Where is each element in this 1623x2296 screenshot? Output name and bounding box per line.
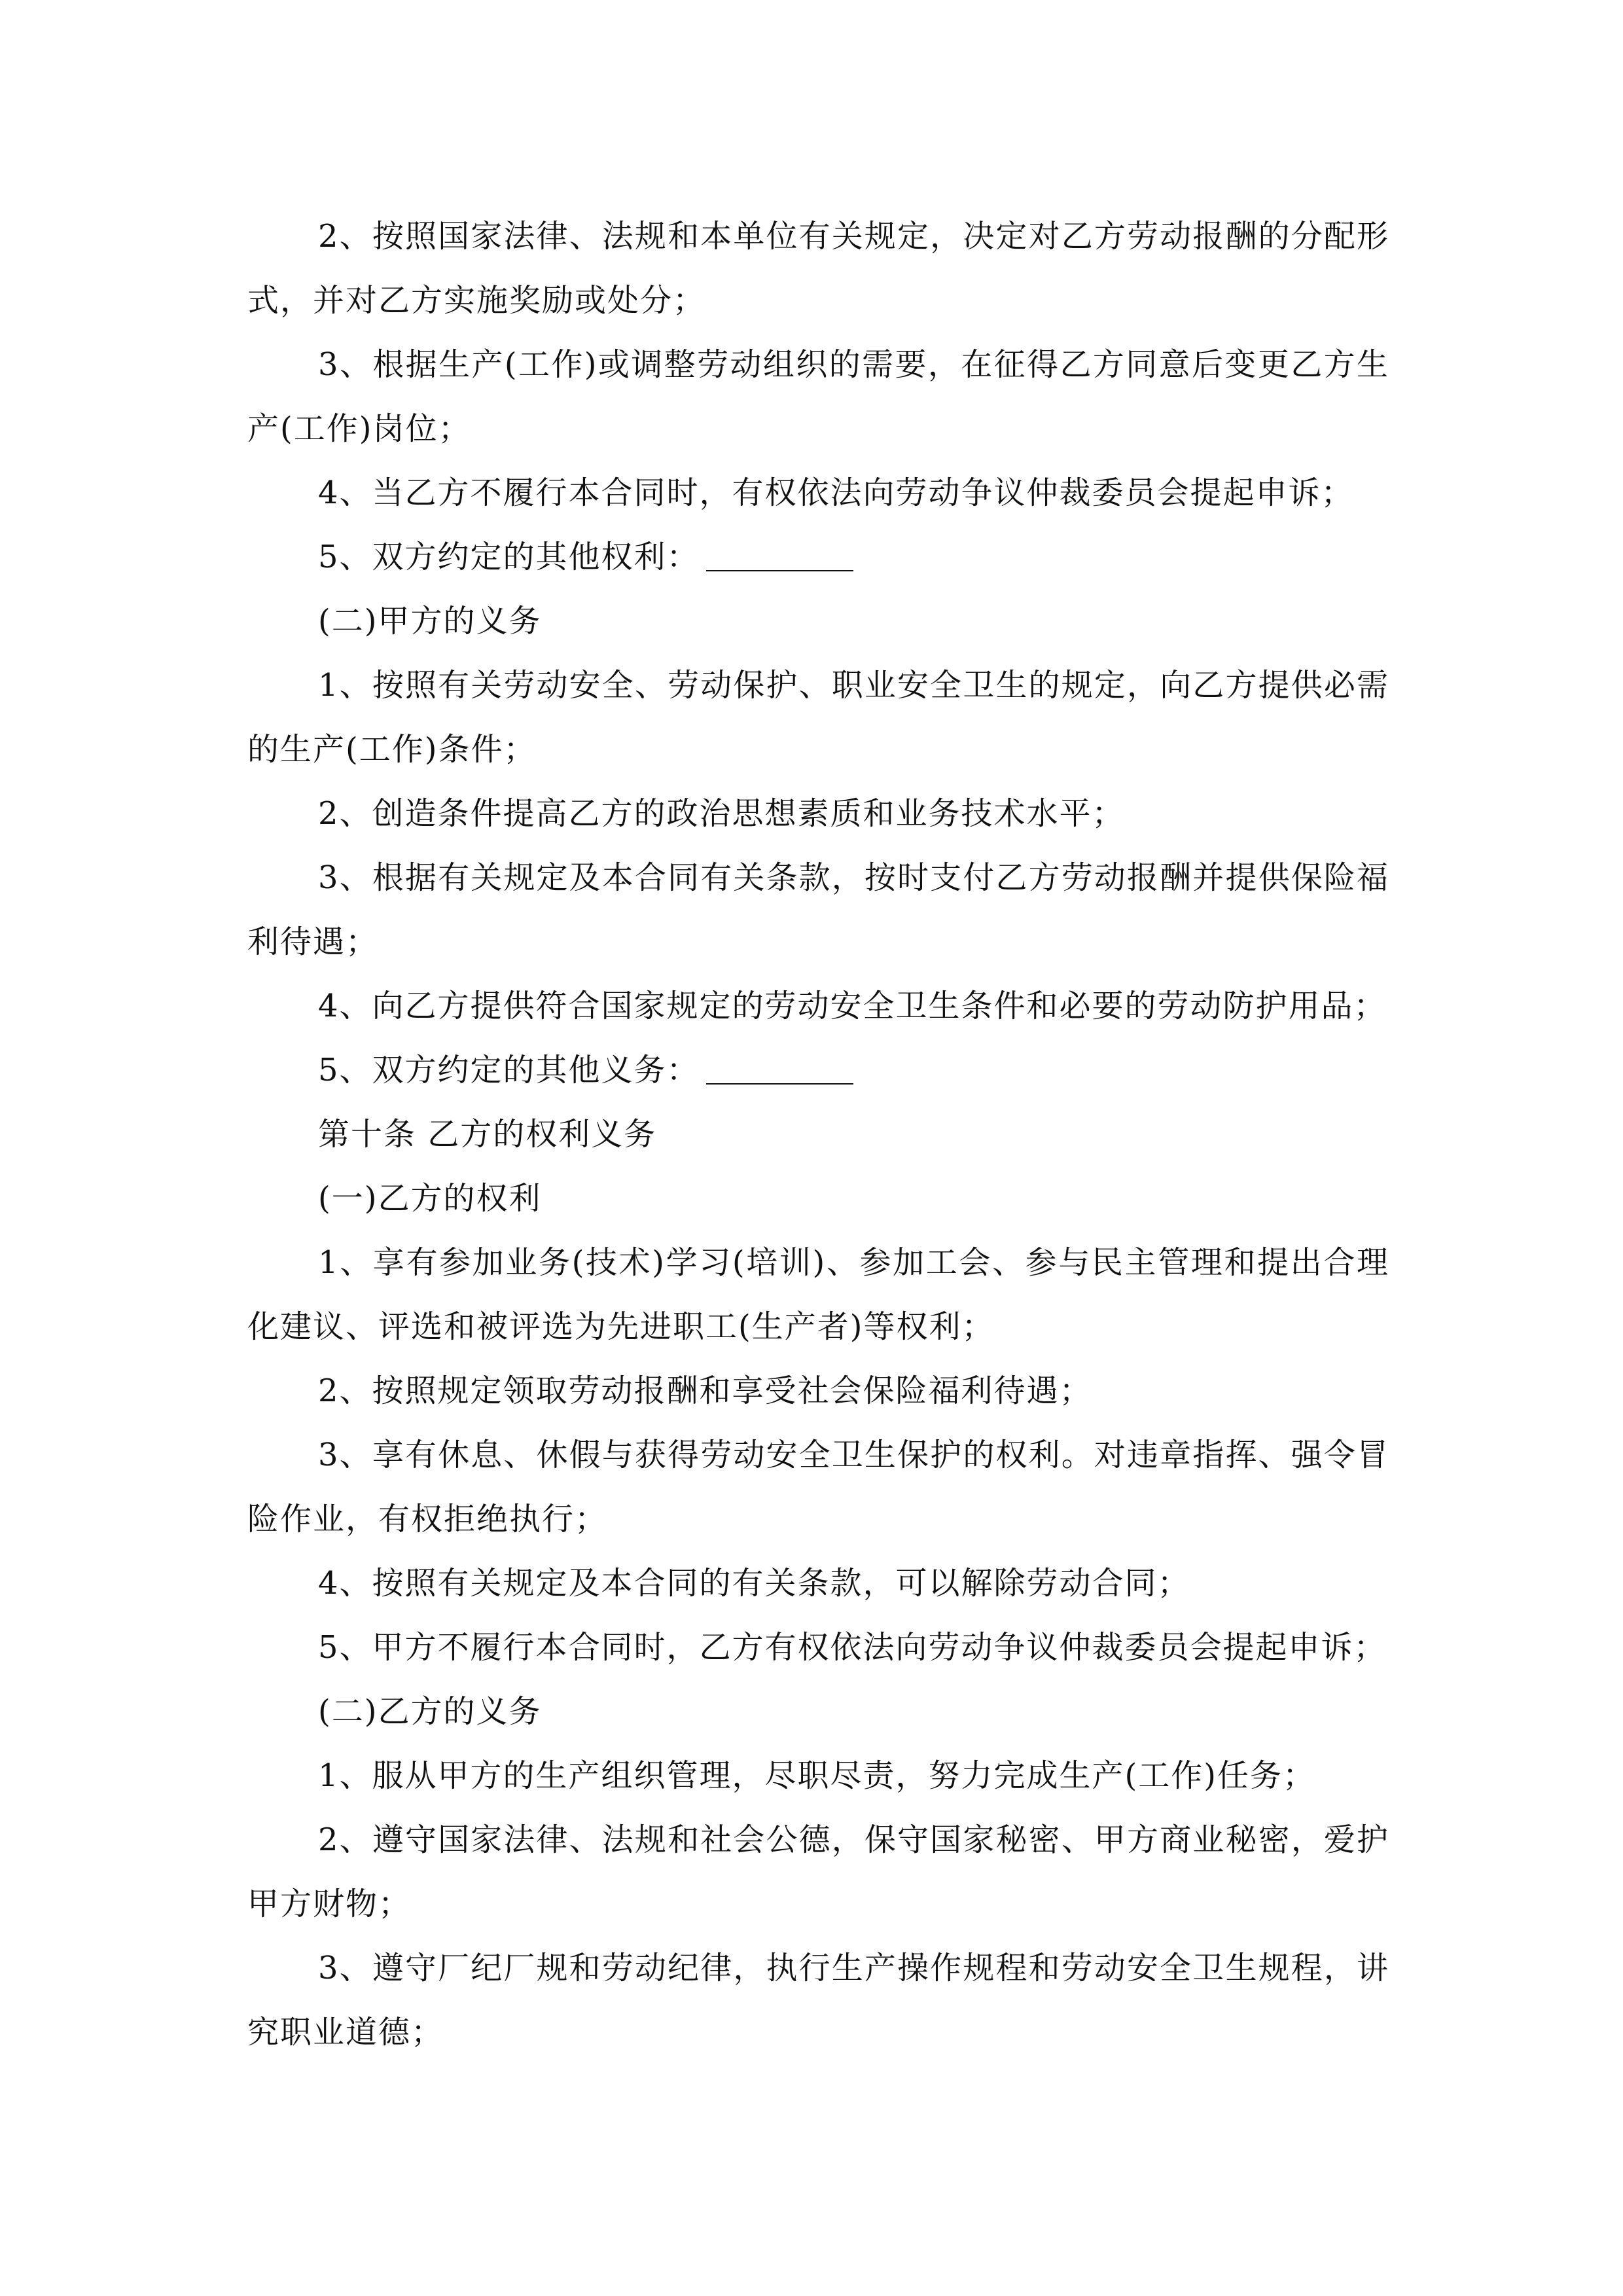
paragraph-text: 第十条 乙方的权利义务 [318, 1116, 657, 1153]
contract-body [247, 204, 1389, 2064]
paragraph-text: 3、享有休息、休假与获得劳动安全卫生保护的权利。对违章指挥、强令冒险作业，有权拒绝执行； [247, 1437, 1389, 1537]
paragraph [247, 1808, 1389, 1936]
article-heading [247, 1102, 1389, 1166]
paragraph-text: 5、甲方不履行本合同时，乙方有权依法向劳动争议仲裁委员会提起申诉； [318, 1629, 1387, 1666]
paragraph-text: 2、按照规定领取劳动报酬和享受社会保险福利待遇； [318, 1372, 1092, 1409]
paragraph [247, 846, 1389, 974]
paragraph-text: (二)乙方的义务 [318, 1693, 542, 1730]
paragraph-text: (一)乙方的权利 [318, 1180, 542, 1217]
paragraph [247, 1038, 1389, 1102]
paragraph-text: 1、按照有关劳动安全、劳动保护、职业安全卫生的规定，向乙方提供必需的生产(工作)条件； [247, 667, 1389, 768]
paragraph-text: 1、享有参加业务(技术)学习(培训)、参加工会、参与民主管理和提出合理化建议、评选和被评选为先进职工(生产者)等权利； [247, 1244, 1389, 1345]
paragraph-text: 5、双方约定的其他义务： [318, 1052, 700, 1088]
paragraph-text: 1、服从甲方的生产组织管理，尽职尽责，努力完成生产(工作)任务； [318, 1757, 1315, 1794]
paragraph [247, 461, 1389, 525]
section-heading [247, 1166, 1389, 1230]
paragraph [247, 781, 1389, 846]
section-heading [247, 1679, 1389, 1744]
paragraph-text: 2、遵守国家法律、法规和社会公德，保守国家秘密、甲方商业秘密，爱护甲方财物； [247, 1821, 1389, 1922]
paragraph-text: 2、创造条件提高乙方的政治思想素质和业务技术水平； [318, 795, 1125, 832]
paragraph [247, 653, 1389, 781]
paragraph [247, 1230, 1389, 1359]
paragraph [247, 332, 1389, 461]
paragraph [247, 1615, 1389, 1679]
paragraph-text: 4、按照有关规定及本合同的有关条款，可以解除劳动合同； [318, 1565, 1190, 1602]
paragraph [247, 204, 1389, 332]
paragraph-text: 3、根据生产(工作)或调整劳动组织的需要，在征得乙方同意后变更乙方生产(工作)岗位； [247, 346, 1389, 447]
paragraph-text: 3、遵守厂纪厂规和劳动纪律，执行生产操作规程和劳动安全卫生规程，讲究职业道德； [247, 1950, 1389, 2051]
paragraph [247, 1936, 1389, 2064]
paragraph [247, 1359, 1389, 1423]
paragraph-text: 4、当乙方不履行本合同时，有权依法向劳动争议仲裁委员会提起申诉； [318, 475, 1354, 511]
paragraph [247, 1744, 1389, 1808]
fill-in-blank-line[interactable] [706, 1052, 853, 1085]
paragraph-text: (二)甲方的义务 [318, 603, 542, 639]
paragraph [247, 1551, 1389, 1615]
paragraph [247, 1423, 1389, 1551]
paragraph-text: 4、向乙方提供符合国家规定的劳动安全卫生条件和必要的劳动防护用品； [318, 988, 1387, 1024]
paragraph-text: 5、双方约定的其他权利： [318, 539, 700, 575]
section-heading [247, 589, 1389, 653]
paragraph [247, 974, 1389, 1038]
paragraph-text: 3、根据有关规定及本合同有关条款，按时支付乙方劳动报酬并提供保险福利待遇； [247, 859, 1389, 960]
fill-in-blank-line[interactable] [706, 539, 853, 571]
paragraph-text: 2、按照国家法律、法规和本单位有关规定，决定对乙方劳动报酬的分配形式，并对乙方实施奖励或处分； [247, 218, 1389, 319]
paragraph [247, 525, 1389, 589]
